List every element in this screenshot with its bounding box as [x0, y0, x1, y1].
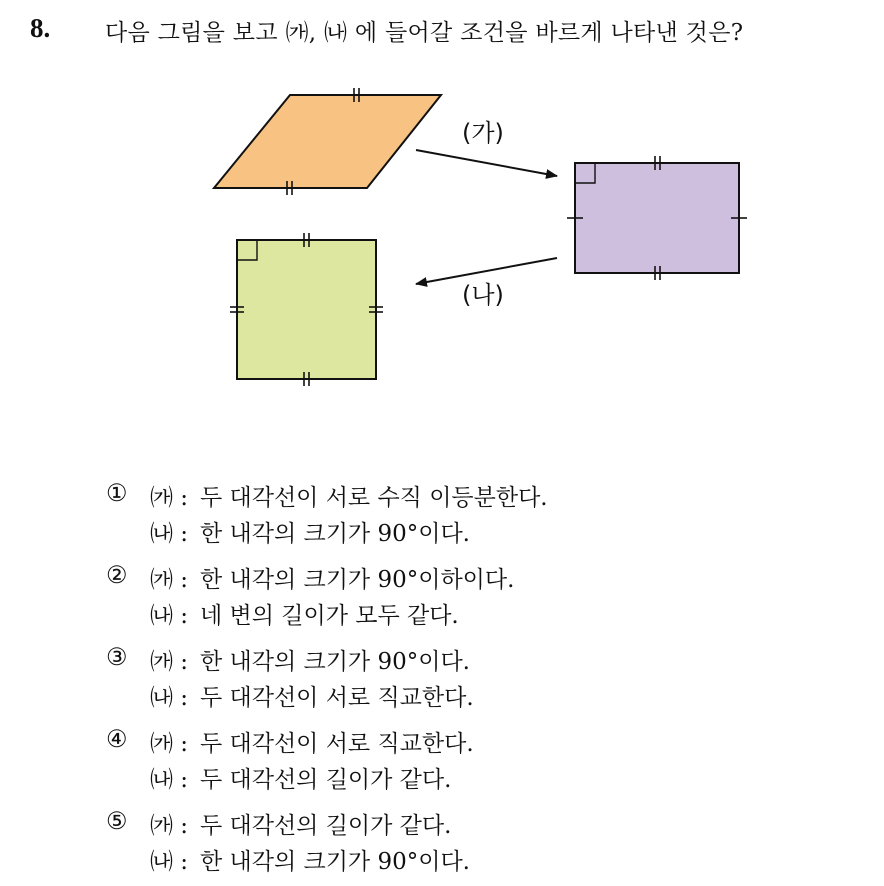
- choice-condition-a: [150, 725, 474, 758]
- choice-marker: ⑤: [106, 807, 128, 835]
- parallelogram-shape: [214, 88, 441, 195]
- label-b: (나): [462, 281, 504, 309]
- condition-tag-a: ㈎ :: [150, 813, 189, 839]
- condition-tag-a: ㈎ :: [150, 649, 189, 675]
- condition-tag-a: ㈎ :: [150, 731, 189, 757]
- square-fill: [237, 240, 376, 379]
- choice-condition-a: [150, 561, 514, 594]
- choice-condition-b: [150, 597, 459, 630]
- choice-marker: ③: [106, 643, 128, 671]
- condition-tag-b: ㈏ :: [150, 685, 189, 711]
- condition-text-a: 두 대각선이 서로 수직 이등분한다.: [200, 485, 548, 511]
- rectangle-shape: [567, 156, 747, 280]
- condition-text-b: 두 대각선의 길이가 같다.: [200, 767, 452, 793]
- arrow-a: [416, 150, 557, 176]
- choice-condition-a: [150, 643, 470, 676]
- condition-text-b: 한 내각의 크기가 90°이다.: [200, 849, 470, 875]
- condition-tag-a: ㈎ :: [150, 485, 189, 511]
- condition-tag-b: ㈏ :: [150, 849, 189, 875]
- condition-tag-b: ㈏ :: [150, 767, 189, 793]
- question-text: 다음 그림을 보고 ㈎, ㈏ 에 들어갈 조건을 바르게 나타낸 것은?: [105, 20, 744, 46]
- condition-text-a: 한 내각의 크기가 90°이다.: [200, 649, 470, 675]
- choice-condition-a: [150, 479, 548, 512]
- parallelogram-fill: [214, 95, 441, 188]
- square-shape: [230, 233, 383, 386]
- choice-condition-a: [150, 807, 451, 840]
- condition-tag-a: ㈎ :: [150, 567, 189, 593]
- condition-text-a: 두 대각선의 길이가 같다.: [200, 813, 452, 839]
- rectangle-fill: [575, 163, 739, 273]
- choice-condition-b: [150, 843, 470, 876]
- question-number: 8.: [30, 13, 51, 43]
- label-a: (가): [462, 119, 504, 147]
- condition-tag-b: ㈏ :: [150, 603, 189, 629]
- condition-text-b: 네 변의 길이가 모두 같다.: [200, 603, 459, 629]
- condition-text-a: 두 대각선이 서로 직교한다.: [200, 731, 474, 757]
- choice-condition-b: [150, 515, 470, 548]
- condition-text-b: 두 대각선이 서로 직교한다.: [200, 685, 474, 711]
- choice-marker: ②: [106, 561, 128, 589]
- condition-tag-b: ㈏ :: [150, 521, 189, 547]
- choice-marker: ①: [106, 479, 128, 507]
- condition-text-b: 한 내각의 크기가 90°이다.: [200, 521, 470, 547]
- condition-text-a: 한 내각의 크기가 90°이하이다.: [200, 567, 515, 593]
- choice-marker: ④: [106, 725, 128, 753]
- choice-condition-b: [150, 761, 451, 794]
- choice-condition-b: [150, 679, 474, 712]
